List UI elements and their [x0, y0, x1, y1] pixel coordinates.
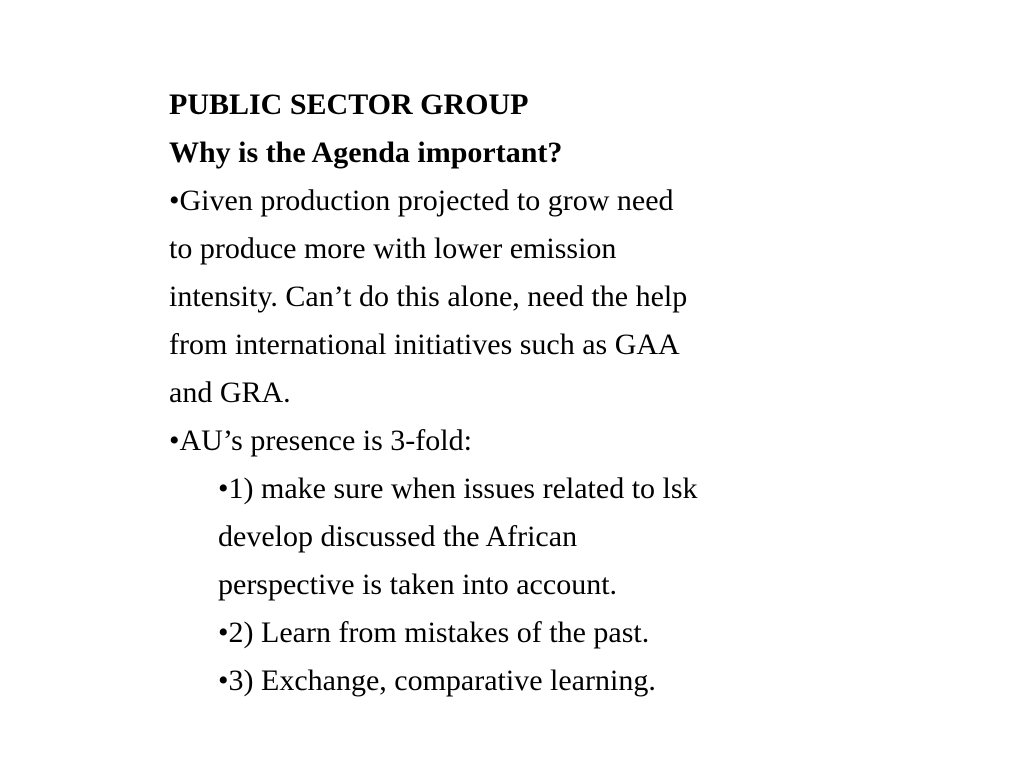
- slide-title: PUBLIC SECTOR GROUP: [169, 88, 529, 121]
- bullet-1: [169, 177, 889, 417]
- sub-bullet-3-line-1: •3) Exchange, comparative learning.: [218, 664, 656, 697]
- sub-bullet-1-line-3: perspective is taken into account.: [218, 568, 618, 601]
- bullet-1-line-3: intensity. Can’t do this alone, need the help: [169, 280, 688, 313]
- sub-bullet-1: [169, 465, 889, 609]
- sub-bullet-3: [169, 657, 889, 705]
- slide-subtitle: Why is the Agenda important?: [169, 136, 563, 169]
- slide-content: [169, 81, 889, 705]
- bullet-2-line-1: •AU’s presence is 3-fold:: [169, 424, 472, 457]
- sub-bullet-1-line-1: •1) make sure when issues related to lsk: [218, 472, 698, 505]
- bullet-1-line-4: from international initiatives such as GAA: [169, 328, 680, 361]
- bullet-1-line-1: •Given production projected to grow need: [169, 184, 674, 217]
- sub-bullet-2-line-1: •2) Learn from mistakes of the past.: [218, 616, 650, 649]
- bullet-1-line-5: and GRA.: [169, 376, 291, 409]
- bullet-1-line-2: to produce more with lower emission: [169, 232, 617, 265]
- bullet-2: [169, 417, 889, 465]
- sub-bullet-2: [169, 609, 889, 657]
- sub-bullet-1-line-2: develop discussed the African: [218, 520, 578, 553]
